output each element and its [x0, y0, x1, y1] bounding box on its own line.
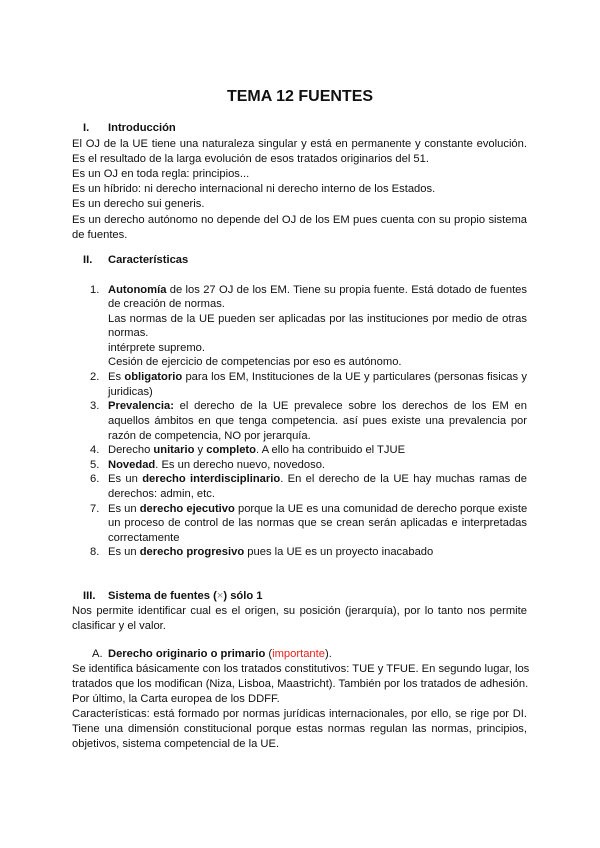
section-number: III. [83, 590, 96, 602]
bold-text: ) sólo 1 [223, 590, 263, 602]
cross-mark-icon: × [216, 590, 224, 602]
text: correctamente [108, 532, 180, 544]
bold-text: derecho progresivo [139, 546, 245, 558]
text: Es el resultado de la larga evolución de esos tratados originarios del 51. [72, 153, 429, 165]
text: objetivos, sistema competencial de la UE. [72, 738, 280, 750]
list-item-line [108, 327, 148, 340]
text: Es un [108, 546, 140, 558]
text: . A ello ha contribuido el TJUE [255, 444, 406, 456]
text: derechos: admin, etc. [108, 488, 215, 500]
text: un proceso de control de las normas que se crean serán aplicadas e interpretadas [108, 517, 527, 529]
bold-text: derecho interdisciplinario [142, 473, 281, 485]
list-item-line [108, 503, 527, 516]
paragraph-line [72, 663, 529, 676]
list-item-line [108, 546, 433, 559]
paragraph-line [72, 168, 249, 181]
text: Es un [108, 503, 140, 515]
text: aquellos ámbitos en que tenga competencia. así pues existe una prevalencia por [108, 415, 527, 427]
paragraph-line [72, 738, 279, 751]
text: Se identifica básicamente con los tratados constitutivos: TUE y TFUE. En segundo lugar, los [72, 663, 530, 675]
text: de los 27 OJ de los EM. Tiene su propia fuente. Está dotado de fuentes [166, 284, 527, 296]
text: Es [108, 371, 125, 383]
text: Por último, la Carta europea de los DDFF. [72, 693, 280, 705]
section-heading [108, 648, 332, 661]
list-item-line [108, 415, 527, 428]
list-item-line [108, 517, 527, 530]
list-number: 8. [90, 546, 100, 558]
list-item-line [108, 284, 527, 297]
subsection-letter: A. [92, 648, 103, 660]
bold-text: Sistema de fuentes ( [108, 590, 217, 602]
text: Las normas de la UE pueden ser aplicadas por las instituciones por medio de otras [108, 313, 527, 325]
paragraph-line [72, 678, 528, 691]
bold-text: Novedad [108, 459, 156, 471]
paragraph-line [72, 138, 527, 151]
text: Tiene una dimensión constitucional porque estas normas regulan las normas, principios, [72, 723, 527, 735]
text: Es un derecho autónomo no depende del OJ de los EM pues cuenta con su propio sistema [72, 214, 527, 226]
paragraph-line [72, 708, 527, 721]
text: Derecho [108, 444, 154, 456]
list-item-line [108, 313, 527, 326]
text: ). [324, 648, 332, 660]
list-item-line [108, 459, 325, 472]
list-item-line [108, 532, 180, 545]
section-heading [108, 590, 263, 603]
section-number: I. [83, 122, 90, 134]
section-heading [108, 254, 188, 267]
text: . Es un derecho nuevo, novedoso. [155, 459, 326, 471]
list-number: 2. [90, 371, 100, 383]
text: Es un [108, 473, 143, 485]
text: Cesión de ejercicio de competencias por eso es autónomo. [108, 356, 402, 368]
paragraph-line [72, 620, 166, 633]
text: para los EM, Instituciones de la UE y particulares (personas fisicas y [182, 371, 527, 383]
list-item-line [108, 444, 405, 457]
list-item-line [108, 371, 527, 384]
list-item-line [108, 342, 205, 355]
paragraph-line [72, 723, 527, 736]
list-item-line [108, 488, 215, 501]
paragraph-line [72, 693, 280, 706]
text: intérprete supremo. [108, 342, 206, 354]
text: Nos permite identificar cual es el origen, su posición (jerarquía), por lo tanto nos permite [72, 605, 527, 617]
text: el derecho de la UE prevalece sobre los derechos de los EM en [173, 400, 527, 412]
list-number: 7. [90, 503, 100, 515]
paragraph-line [72, 153, 429, 166]
text: Características: está formado por normas jurídicas internacionales, por ello, se rige por DI. [72, 708, 527, 720]
bold-text: Derecho originario o primario [108, 648, 266, 660]
section-number: II. [83, 254, 93, 266]
paragraph-line [72, 198, 204, 211]
paragraph-line [72, 214, 527, 227]
text: de fuentes. [72, 229, 128, 241]
text: y [194, 444, 207, 456]
paragraph-line [72, 605, 527, 618]
list-number: 1. [90, 284, 100, 296]
list-item-line [108, 386, 153, 399]
text: de creación de normas. [108, 298, 225, 310]
text: pues la UE es un proyecto inacabado [244, 546, 434, 558]
text: Es un híbrido: ni derecho internacional ni derecho interno de los Estados. [72, 183, 436, 195]
text: normas. [108, 327, 149, 339]
list-number: 5. [90, 459, 100, 471]
text: juridicas) [108, 386, 153, 398]
text: Es un OJ en toda regla: principios... [72, 168, 250, 180]
bold-text: Autonomía [108, 284, 167, 296]
bold-text: derecho ejecutivo [139, 503, 235, 515]
text: clasificar y el valor. [72, 620, 166, 632]
text: tratados que los modifican (Niza, Lisboa, Maastricht). También por los tratados de adhesión. [72, 678, 529, 690]
paragraph-line [72, 229, 127, 242]
page-title: TEMA 12 FUENTES [226, 88, 374, 105]
list-number: 6. [90, 473, 100, 485]
text: El OJ de la UE tiene una naturaleza singular y está en permanente y constante evolución. [72, 138, 527, 150]
bold-text: Prevalencia: [108, 400, 174, 412]
bold-text: obligatorio [124, 371, 183, 383]
list-item-line [108, 298, 225, 311]
list-item-line [108, 430, 311, 443]
text: razón de competencia, NO por jerarquía. [108, 430, 311, 442]
bold-text: unitario [153, 444, 195, 456]
list-number: 3. [90, 400, 100, 412]
paragraph-line [72, 183, 435, 196]
text: Es un derecho sui generis. [72, 198, 205, 210]
bold-text: Características [108, 254, 189, 266]
text: ( [265, 648, 273, 660]
list-item-line [108, 473, 527, 486]
list-item-line [108, 400, 527, 413]
highlight-text: importante [272, 648, 325, 660]
bold-text: completo [206, 444, 256, 456]
section-heading [108, 122, 176, 135]
list-number: 4. [90, 444, 100, 456]
list-item-line [108, 356, 402, 369]
text: porque la UE es una comunidad de derecho porque existe [234, 503, 528, 515]
text: . En el derecho de la UE hay muchas ramas de [280, 473, 527, 485]
bold-text: Introducción [108, 122, 176, 134]
